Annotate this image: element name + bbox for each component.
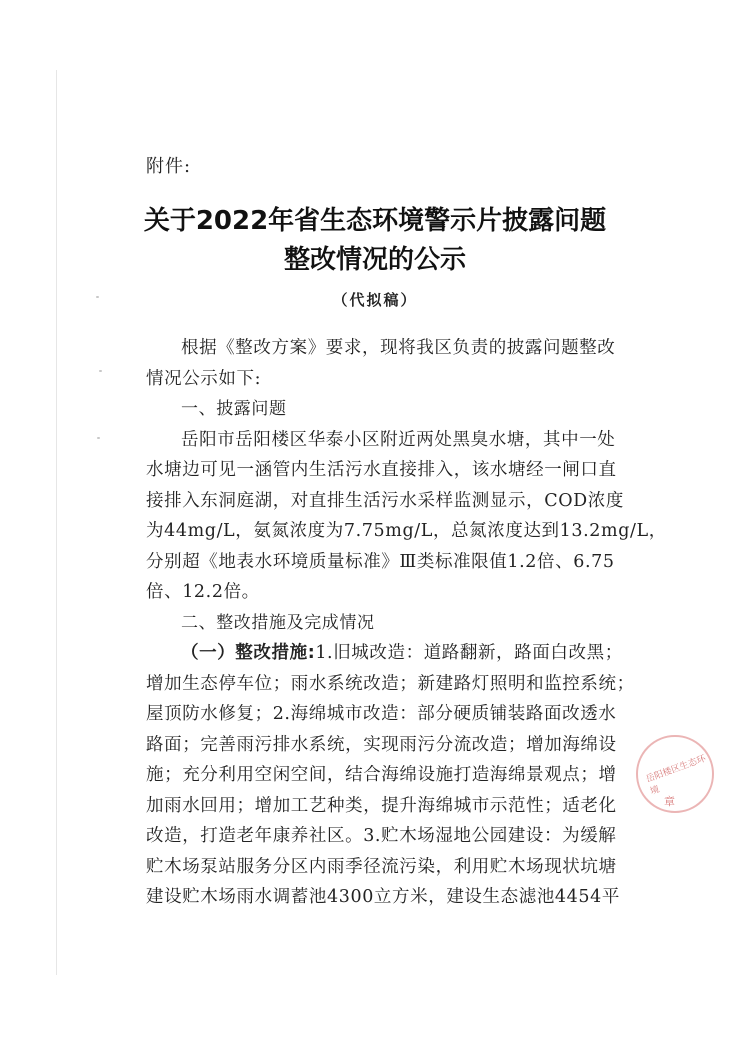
draft-label: （代拟稿） — [332, 291, 418, 309]
section2-heading: 二、整改措施及完成情况 — [181, 612, 375, 633]
measures-line: 改造，打造老年康养社区。3.贮木场湿地公园建设：为缓解 — [146, 826, 617, 846]
intro-line: 情况公示如下: — [146, 368, 262, 389]
section1-line: 水塘边可见一涵管内生活污水直接排入，该水塘经一闸口直 — [146, 460, 617, 480]
section1-line: 接排入东洞庭湖，对直排生活污水采样监测显示，COD浓度 — [146, 490, 624, 511]
measures-label: （一）整改措施: — [181, 643, 316, 663]
measures-first-line-text: 1.旧城改造：道路翻新，路面白改黑； — [315, 643, 623, 663]
measures-line: 施；充分利用空闲空间，结合海绵设施打造海绵景观点；增 — [146, 765, 617, 785]
intro-line: 根据《整改方案》要求，现将我区负责的披露问题整改 — [181, 338, 616, 358]
section1-heading: 一、披露问题 — [181, 399, 287, 419]
measures-line: 贮木场泵站服务分区内雨季径流污染，利用贮木场现状坑塘 — [146, 856, 617, 877]
measures-line: 增加生态停车位；雨水系统改造；新建路灯照明和监控系统； — [146, 673, 635, 694]
document-title-line1: 关于2022年省生态环境警示片披露问题 — [143, 206, 607, 236]
measures-first-line — [146, 638, 623, 669]
scan-speck — [97, 437, 100, 439]
measures-line: 屋顶防水修复；2.海绵城市改造：部分硬质铺装路面改透水 — [146, 704, 617, 724]
document-title-line2: 整改情况的公示 — [283, 245, 466, 275]
seal-char: 章 — [664, 795, 675, 808]
section1-line: 分别超《地表水环境质量标准》Ⅲ类标准限值1.2倍、6.75 — [146, 551, 615, 572]
measures-line: 建设贮木场雨水调蓄池4300立方米，建设生态滤池4454平 — [146, 887, 620, 907]
measures-line: 路面；完善雨污排水系统，实现雨污分流改造；增加海绵设 — [146, 734, 617, 755]
measures-line: 加雨水回用；增加工艺种类，提升海绵城市示范性；适老化 — [146, 795, 617, 816]
document-body — [146, 333, 667, 913]
seal-text: 岳阳楼区生态环境 — [644, 754, 708, 798]
scan-speck — [99, 370, 102, 372]
section1-line: 倍、12.2倍。 — [146, 582, 260, 602]
attachment-label: 附件: — [146, 156, 192, 177]
section1-line: 岳阳市岳阳楼区华泰小区附近两处黑臭水塘，其中一处 — [181, 429, 616, 450]
section1-line: 为44mg/L，氨氮浓度为7.75mg/L，总氮浓度达到13.2mg/L， — [146, 521, 667, 541]
